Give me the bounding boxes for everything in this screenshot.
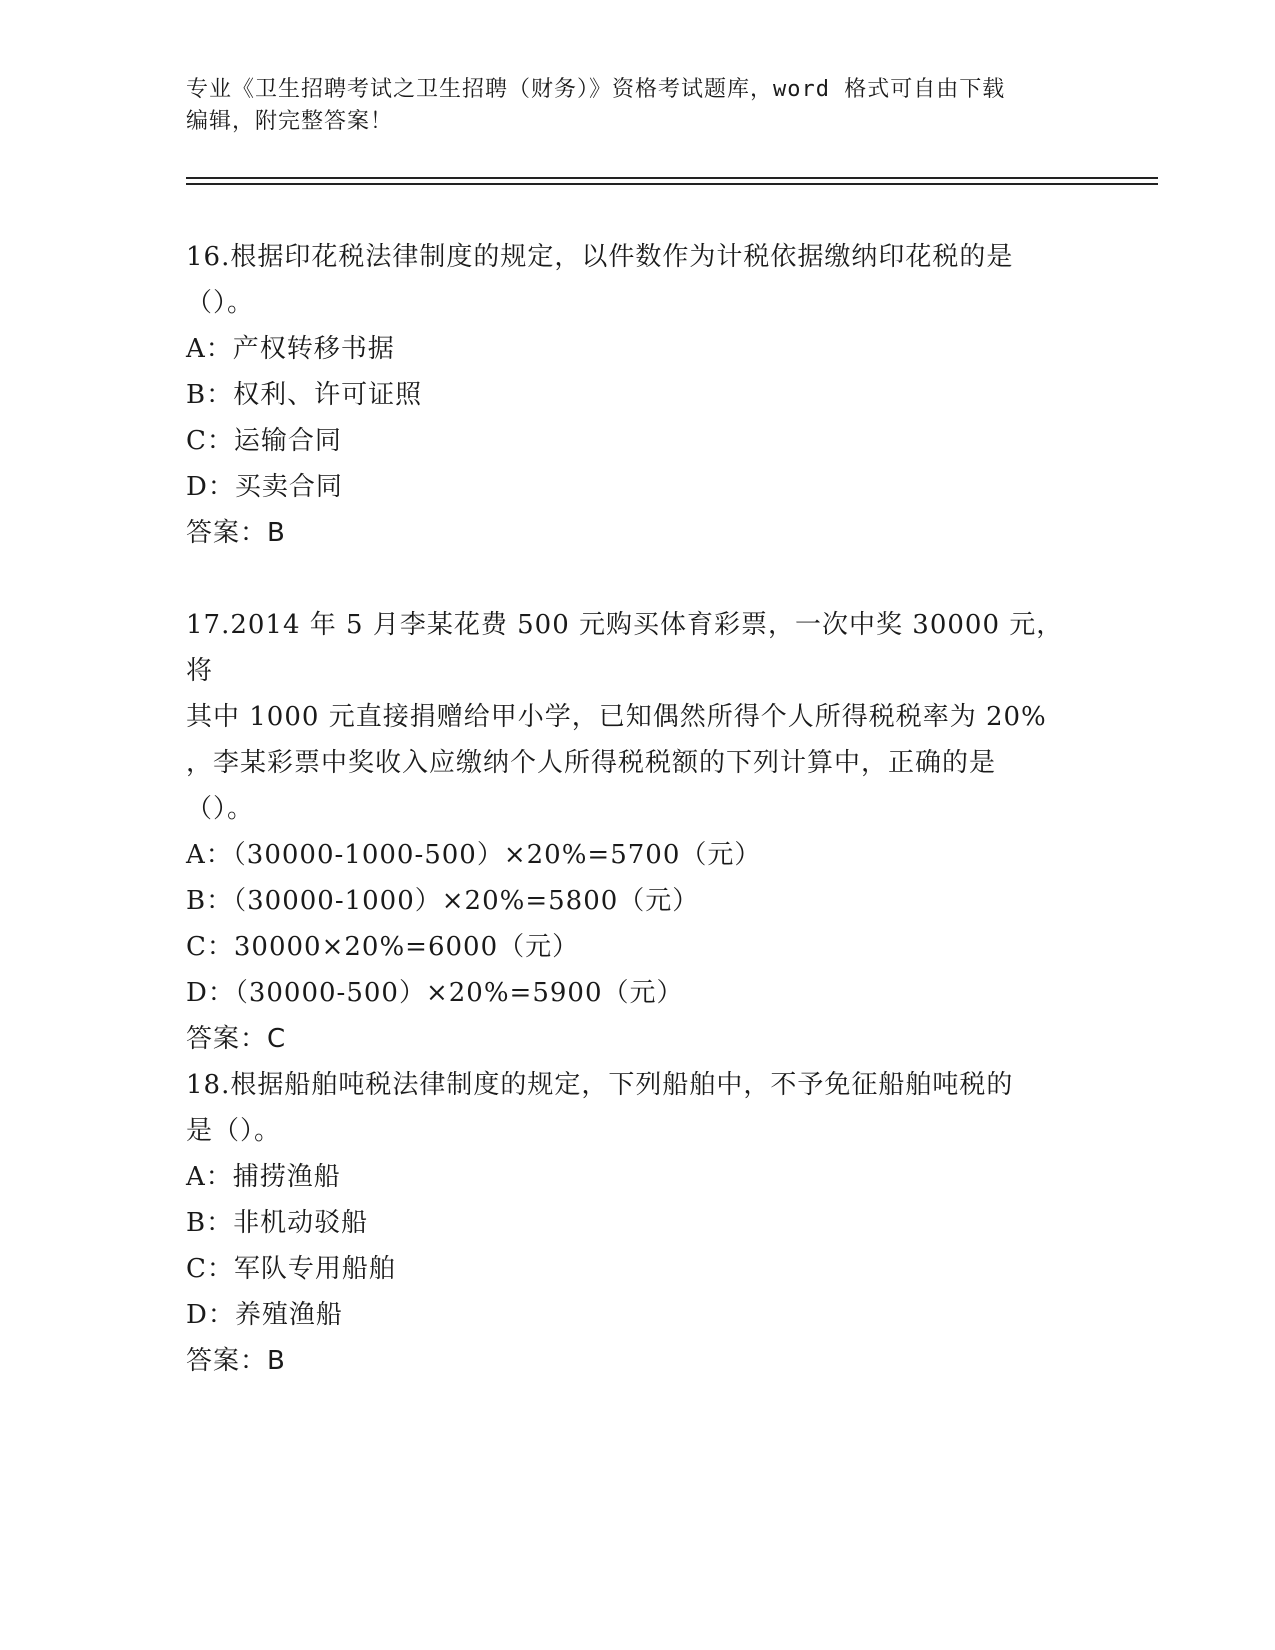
answer-line: 答案：B xyxy=(186,1346,286,1376)
option-c: C：运输合同 xyxy=(186,426,342,456)
stem-line: 16.根据印花税法律制度的规定，以件数作为计税依据缴纳印花税的是 xyxy=(186,242,1014,272)
question-16 xyxy=(186,234,1086,556)
question-18 xyxy=(186,1062,1086,1384)
option-a: A：（30000-1000-500）×20%=5700（元） xyxy=(186,840,762,870)
question-stem xyxy=(186,234,1086,326)
option-d: D：（30000-500）×20%=5900（元） xyxy=(186,978,684,1008)
answer-line: 答案：B xyxy=(186,518,286,548)
header-line-1: 专业《卫生招聘考试之卫生招聘（财务）》资格考试题库，word 格式可自由下载 xyxy=(186,77,1006,102)
header-divider-bottom xyxy=(186,183,1158,185)
option-c: C：军队专用船舶 xyxy=(186,1254,396,1284)
option-a: A：产权转移书据 xyxy=(186,334,395,364)
stem-line: 18.根据船舶吨税法律制度的规定，下列船舶中，不予免征船舶吨税的 xyxy=(186,1070,1014,1100)
stem-line: （）。 xyxy=(186,288,255,318)
option-b: B：（30000-1000）×20%=5800（元） xyxy=(186,886,700,916)
question-17 xyxy=(186,602,1086,1062)
answer-line: 答案：C xyxy=(186,1024,287,1054)
header-line-2: 编辑，附完整答案！ xyxy=(186,109,394,134)
stem-line: 是（）。 xyxy=(186,1116,282,1146)
option-b: B：权利、许可证照 xyxy=(186,380,423,410)
question-stem xyxy=(186,1062,1086,1154)
question-stem xyxy=(186,602,1086,832)
header-divider-top xyxy=(186,177,1158,179)
document-header xyxy=(186,74,1086,138)
stem-line: 17.2014 年 5 月李某花费 500 元购买体育彩票，一次中奖 30000 元，将 xyxy=(186,610,1064,686)
option-b: B：非机动驳船 xyxy=(186,1208,369,1238)
option-a: A：捕捞渔船 xyxy=(186,1162,341,1192)
option-d: D：买卖合同 xyxy=(186,472,343,502)
stem-line: ，李某彩票中奖收入应缴纳个人所得税税额的下列计算中，正确的是 xyxy=(186,748,997,778)
option-d: D：养殖渔船 xyxy=(186,1300,343,1330)
option-c: C：30000×20%=6000（元） xyxy=(186,932,580,962)
stem-line: （）。 xyxy=(186,794,255,824)
stem-line: 其中 1000 元直接捐赠给甲小学，已知偶然所得个人所得税税率为 20% xyxy=(186,702,1047,732)
